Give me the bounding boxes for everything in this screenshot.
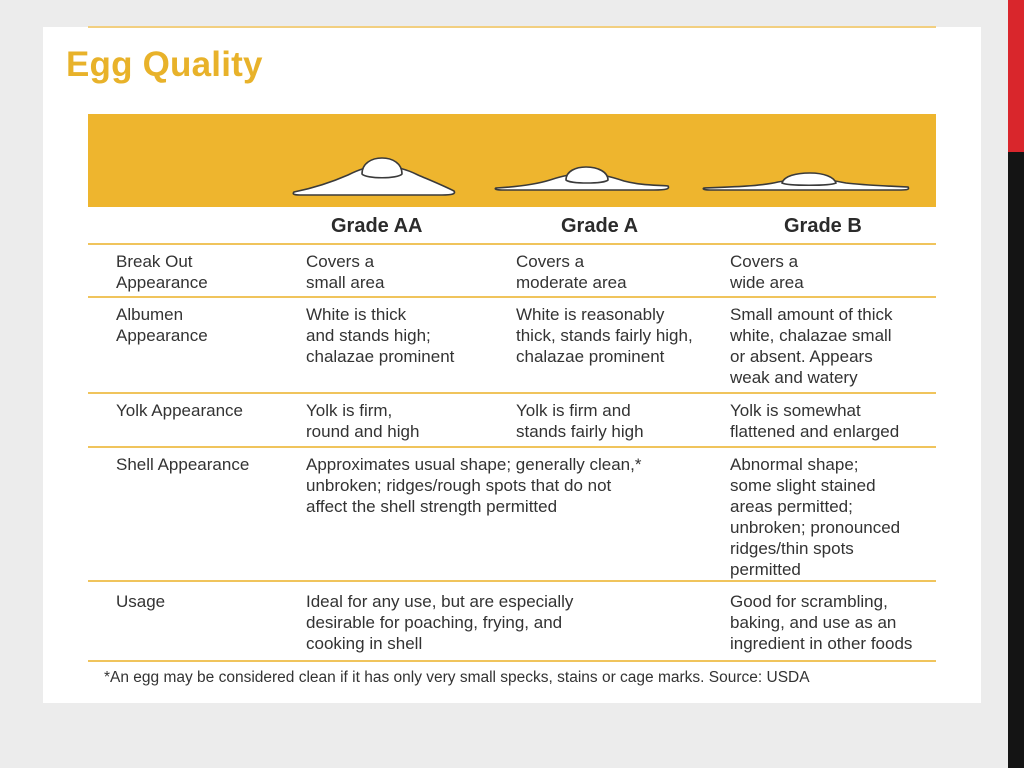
row-divider [88,243,936,245]
cell-shell-aa-a: Approximates usual shape; generally clean,* unbroken; ridges/rough spots that do not affect the shell strength permitted [306,455,642,516]
row-label-usage: Usage [116,592,166,611]
egg-grade-a-icon [494,163,670,193]
egg-grade-b-icon [702,168,910,192]
row-divider [88,296,936,298]
row-divider [88,660,936,662]
cell-albumen-aa: White is thick and stands high; chalazae prominent [306,305,455,366]
row-label-breakout: Break Out Appearance [116,252,208,292]
row-label-albumen: Albumen Appearance [116,305,208,345]
cell-breakout-b: Covers a wide area [730,252,804,292]
top-divider [88,26,936,28]
cell-breakout-a: Covers a moderate area [516,252,627,292]
footnote: *An egg may be considered clean if it has only very small specks, stains or cage marks. Source: USDA [104,669,810,686]
row-divider [88,392,936,394]
grade-aa-header: Grade AA [331,215,423,237]
grade-b-header: Grade B [784,215,862,237]
egg-grade-aa-icon [292,155,458,199]
row-label-shell: Shell Appearance [116,455,250,474]
grade-a-header: Grade A [561,215,639,237]
cell-usage-b: Good for scrambling, baking, and use as an ingredient in other foods [730,592,913,653]
row-label-yolk: Yolk Appearance [116,401,243,420]
page-title: Egg Quality [66,45,263,84]
slide-accent-red-bar [1008,0,1024,152]
cell-albumen-a: White is reasonably thick, stands fairly high, chalazae prominent [516,305,693,366]
cell-albumen-b: Small amount of thick white, chalazae small or absent. Appears weak and watery [730,305,893,387]
egg-illustration-banner [88,114,936,207]
cell-usage-aa-a: Ideal for any use, but are especially desirable for poaching, frying, and cooking in shell [306,592,574,653]
cell-yolk-aa: Yolk is firm, round and high [306,401,420,441]
cell-shell-b: Abnormal shape; some slight stained areas permitted; unbroken; pronounced ridges/thin spots permitted [730,455,901,579]
row-divider [88,446,936,448]
cell-yolk-b: Yolk is somewhat flattened and enlarged [730,401,900,441]
row-divider [88,580,936,582]
cell-yolk-a: Yolk is firm and stands fairly high [516,401,644,441]
slide-accent-black-bar [1008,152,1024,768]
cell-breakout-aa: Covers a small area [306,252,385,292]
